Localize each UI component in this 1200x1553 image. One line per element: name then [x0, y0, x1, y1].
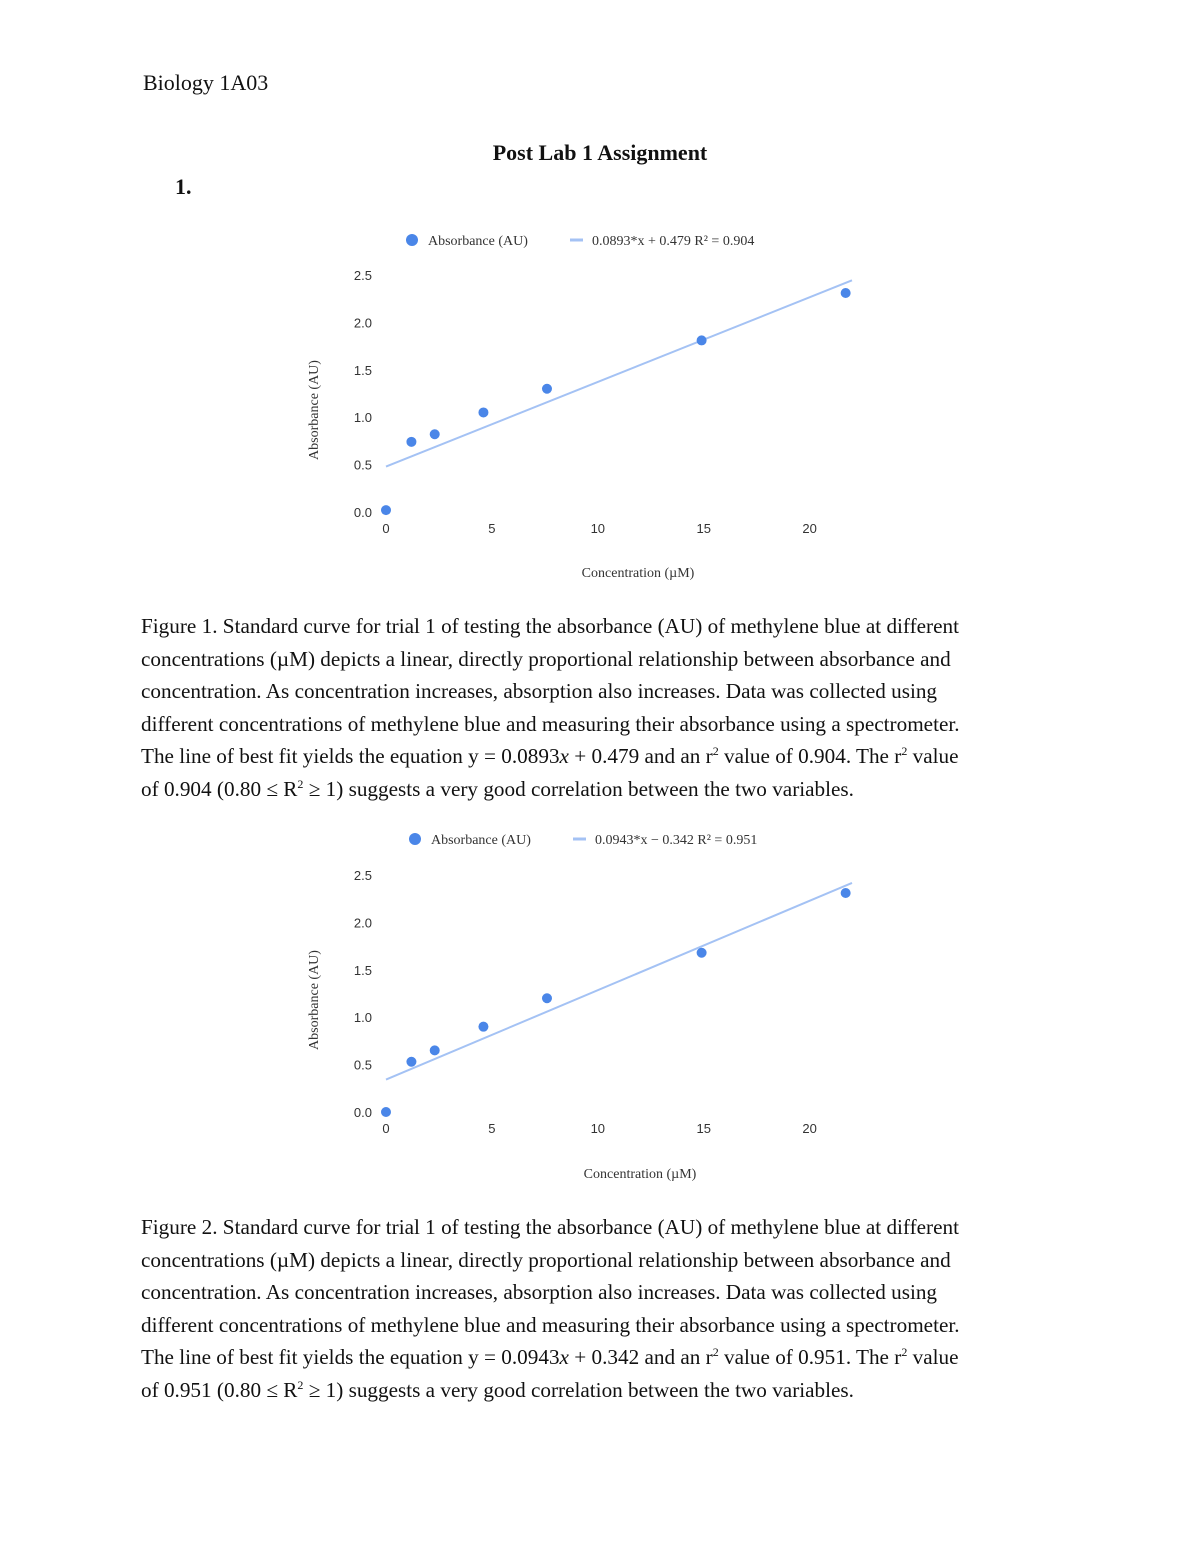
legend-point-icon — [406, 234, 418, 246]
caption-line: Figure 1. Standard curve for trial 1 of testing the absorbance (AU) of methylene blue at different — [141, 614, 959, 638]
caption-line: concentrations (µM) depicts a linear, directly proportional relationship between absorbance and — [141, 1247, 951, 1272]
y-tick-label: 2.5 — [353, 868, 372, 883]
y-tick-label: 1.5 — [353, 362, 372, 378]
caption-line: concentration. As concentration increases, absorption also increases. Data was collected using — [141, 679, 938, 703]
superscript: 2 — [712, 744, 719, 758]
caption-text: + 0.479 and an r — [568, 744, 713, 768]
x-axis-label: Concentration (µM) — [581, 566, 695, 581]
y-tick-label: 2.0 — [353, 915, 372, 931]
trendline — [386, 280, 852, 466]
y-tick-label: 1.0 — [353, 410, 372, 426]
data-point — [478, 1022, 488, 1032]
y-tick-label: 1.5 — [353, 962, 372, 978]
y-tick-label: 0.5 — [353, 1057, 372, 1073]
caption-line: different concentrations of methylene blue and measuring their absorbance using a spectrometer. — [141, 1312, 960, 1337]
legend-series-label: Absorbance (AU) — [431, 833, 531, 848]
caption-text: ≥ 1) suggests a very good correlation between the two variables. — [303, 1377, 854, 1402]
x-tick-label: 20 — [802, 521, 817, 536]
caption-text: of 0.951 (0.80 ≤ R — [141, 1377, 298, 1402]
y-ticks — [354, 268, 372, 520]
data-point — [430, 429, 440, 439]
course-header: Biology 1A03 — [143, 70, 269, 95]
superscript: 2 — [901, 1345, 908, 1359]
data-point — [406, 437, 416, 447]
chart-1 — [290, 225, 930, 595]
chart-1-svg — [290, 225, 930, 595]
y-tick-label: 2.0 — [353, 315, 372, 331]
data-point — [697, 948, 707, 958]
x-tick-label: 5 — [488, 1121, 496, 1136]
y-tick-label: 0.0 — [353, 505, 372, 520]
data-point — [841, 888, 851, 898]
y-axis-label: Absorbance (AU) — [307, 360, 322, 460]
page-title: Post Lab 1 Assignment — [492, 140, 708, 165]
caption-variable: x — [559, 1345, 569, 1369]
superscript: 2 — [297, 1377, 304, 1392]
caption-text: value of 0.904. The r — [718, 744, 902, 768]
superscript: 2 — [297, 776, 304, 791]
superscript: 2 — [901, 744, 908, 758]
caption-text: + 0.342 and an r — [568, 1345, 713, 1369]
data-points — [381, 288, 851, 515]
y-axis-label: Absorbance (AU) — [307, 950, 322, 1050]
data-point — [542, 384, 552, 394]
caption-line: concentrations (µM) depicts a linear, directly proportional relationship between absorbance and — [141, 646, 951, 671]
caption-equation: The line of best fit yields the equation y = 0.0893 — [141, 744, 560, 768]
y-tick-label: 0.0 — [353, 1105, 372, 1120]
figure-2-caption — [141, 1211, 1061, 1406]
data-point — [542, 993, 552, 1003]
trendline-segment — [386, 883, 852, 1080]
y-tick-label: 2.5 — [353, 268, 372, 283]
legend-point-icon — [409, 833, 421, 845]
caption-text: ≥ 1) suggests a very good correlation between the two variables. — [303, 776, 854, 801]
chart-2-svg — [290, 825, 930, 1195]
caption-line: Figure 2. Standard curve for trial 1 of testing the absorbance (AU) of methylene blue at different — [141, 1215, 959, 1239]
y-ticks — [354, 868, 372, 1120]
legend-trend-label: 0.0943*x − 0.342 R² = 0.951 — [595, 833, 758, 848]
x-tick-label: 15 — [696, 1121, 711, 1136]
caption-variable: x — [559, 744, 569, 768]
data-point — [430, 1045, 440, 1055]
data-point — [478, 407, 488, 417]
x-ticks — [382, 521, 816, 536]
x-tick-label: 0 — [382, 521, 390, 536]
data-point — [381, 1107, 391, 1117]
caption-text: of 0.904 (0.80 ≤ R — [141, 776, 298, 801]
x-tick-label: 0 — [382, 1121, 390, 1136]
y-tick-label: 1.0 — [353, 1010, 372, 1026]
trendline — [386, 883, 852, 1080]
legend-series-label: Absorbance (AU) — [428, 234, 528, 249]
figure-1-caption — [141, 610, 1061, 805]
caption-text: value — [907, 744, 959, 768]
data-point — [381, 505, 391, 515]
chart-2 — [290, 825, 930, 1195]
y-tick-label: 0.5 — [353, 457, 372, 473]
superscript: 2 — [712, 1345, 719, 1359]
x-tick-label: 20 — [802, 1121, 817, 1136]
data-point — [697, 335, 707, 345]
x-tick-label: 5 — [488, 521, 496, 536]
x-axis-label: Concentration (µM) — [583, 1167, 697, 1182]
caption-text: value — [907, 1345, 959, 1369]
x-ticks — [382, 1121, 816, 1136]
x-tick-label: 10 — [590, 1121, 606, 1136]
data-points — [381, 888, 851, 1117]
caption-line: concentration. As concentration increases, absorption also increases. Data was collected using — [141, 1280, 938, 1304]
question-number: 1. — [175, 174, 192, 199]
caption-equation: The line of best fit yields the equation y = 0.0943 — [141, 1345, 560, 1369]
caption-line: different concentrations of methylene blue and measuring their absorbance using a spectrometer. — [141, 711, 960, 736]
legend-trend-label: 0.0893*x + 0.479 R² = 0.904 — [592, 234, 755, 249]
x-tick-label: 15 — [696, 521, 711, 536]
caption-text: value of 0.951. The r — [718, 1345, 902, 1369]
x-tick-label: 10 — [590, 521, 606, 536]
data-point — [841, 288, 851, 298]
trendline-segment — [386, 280, 852, 466]
data-point — [406, 1057, 416, 1067]
